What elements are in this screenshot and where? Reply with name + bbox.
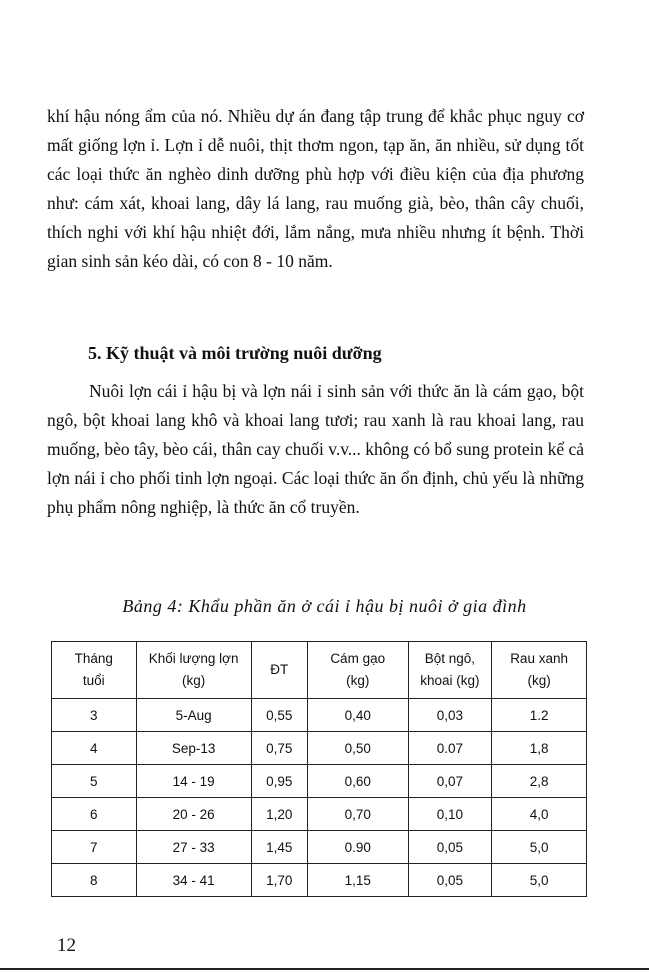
page-number: 12 [57, 935, 76, 956]
table-cell: 1,8 [492, 732, 587, 765]
table-cell: 1,70 [251, 864, 307, 897]
table-cell: 0,05 [408, 831, 492, 864]
table-cell: 0.07 [408, 732, 492, 765]
table-cell: 2,8 [492, 765, 587, 798]
table-cell: 8 [52, 864, 137, 897]
section-heading: 5. Kỹ thuật và môi trường nuôi dưỡng [88, 343, 382, 363]
table-cell: 7 [52, 831, 137, 864]
header-corn-cassava: Bột ngô, khoai (kg) [408, 642, 492, 699]
table-cell: 27 - 33 [136, 831, 251, 864]
table-cell: 0,60 [307, 765, 408, 798]
table-cell: 0,07 [408, 765, 492, 798]
body-paragraph-1: khí hậu nóng ẩm của nó. Nhiều dự án đang tập trung để khắc phục nguy cơ mất giống lợn ỉ. Lợn ỉ dễ nuôi, thịt thơm ngon, tạp ăn, ăn nhiều, sử dụng tốt các loại thức ăn nghèo dinh dưỡng phù hợp với điều kiện của địa phương như: cám xát, khoai lang, dây lá lang, rau muống già, bèo, thân cây chuối, thích nghi với khí hậu nhiệt đới, lắm nắng, mưa nhiều nhưng ít bệnh. Thời gian sinh sản kéo dài, có con 8 - 10 năm. [47, 106, 584, 271]
table-cell: 5-Aug [136, 699, 251, 732]
table-cell: 4,0 [492, 798, 587, 831]
table-cell: 0,70 [307, 798, 408, 831]
feed-ration-table [51, 641, 587, 897]
table-row [52, 765, 587, 798]
table-row [52, 831, 587, 864]
body-paragraph-2: Nuôi lợn cái ỉ hậu bị và lợn nái ỉ sinh sản với thức ăn là cám gạo, bột ngô, bột khoai lang khô và khoai lang tươi; rau xanh là rau khoai lang, rau muống, bèo tây, bèo cái, thân cay chuối v.v... không có bổ sung protein kể cả lợn nái ỉ cho phối tinh lợn ngoại. Các loại thức ăn ổn định, chủ yếu là những phụ phẩm nông nghiệp, là thức ăn cổ truyền. [47, 381, 585, 517]
header-month-age: Tháng tuổi [52, 642, 137, 699]
table-cell: 5,0 [492, 864, 587, 897]
table-cell: Sep-13 [136, 732, 251, 765]
table-cell: 1,15 [307, 864, 408, 897]
header-green-vegetables: Rau xanh (kg) [492, 642, 587, 699]
table-cell: 14 - 19 [136, 765, 251, 798]
table-cell: 5,0 [492, 831, 587, 864]
table-cell: 1,45 [251, 831, 307, 864]
table-row [52, 699, 587, 732]
header-rice-bran: Cám gạo (kg) [307, 642, 408, 699]
table-cell: 0,05 [408, 864, 492, 897]
table-row [52, 798, 587, 831]
header-pig-weight: Khối lượng lợn (kg) [136, 642, 251, 699]
table-cell: 4 [52, 732, 137, 765]
table-cell: 1,20 [251, 798, 307, 831]
table-cell: 3 [52, 699, 137, 732]
table-cell: 0,10 [408, 798, 492, 831]
table-cell: 6 [52, 798, 137, 831]
table-cell: 0,40 [307, 699, 408, 732]
table-row [52, 864, 587, 897]
footer-rule [0, 968, 649, 970]
table-cell: 0,50 [307, 732, 408, 765]
table-header-row [52, 642, 587, 699]
table-cell: 0.90 [307, 831, 408, 864]
table-cell: 0,75 [251, 732, 307, 765]
table-cell: 1.2 [492, 699, 587, 732]
table-cell: 0,03 [408, 699, 492, 732]
table-caption: Bảng 4: Khẩu phần ăn ở cái ỉ hậu bị nuôi ở gia đình [122, 596, 527, 616]
table-cell: 34 - 41 [136, 864, 251, 897]
table-cell: 0,95 [251, 765, 307, 798]
table-cell: 0,55 [251, 699, 307, 732]
table-row [52, 732, 587, 765]
header-dt: ĐT [251, 642, 307, 699]
table-cell: 20 - 26 [136, 798, 251, 831]
table-cell: 5 [52, 765, 137, 798]
